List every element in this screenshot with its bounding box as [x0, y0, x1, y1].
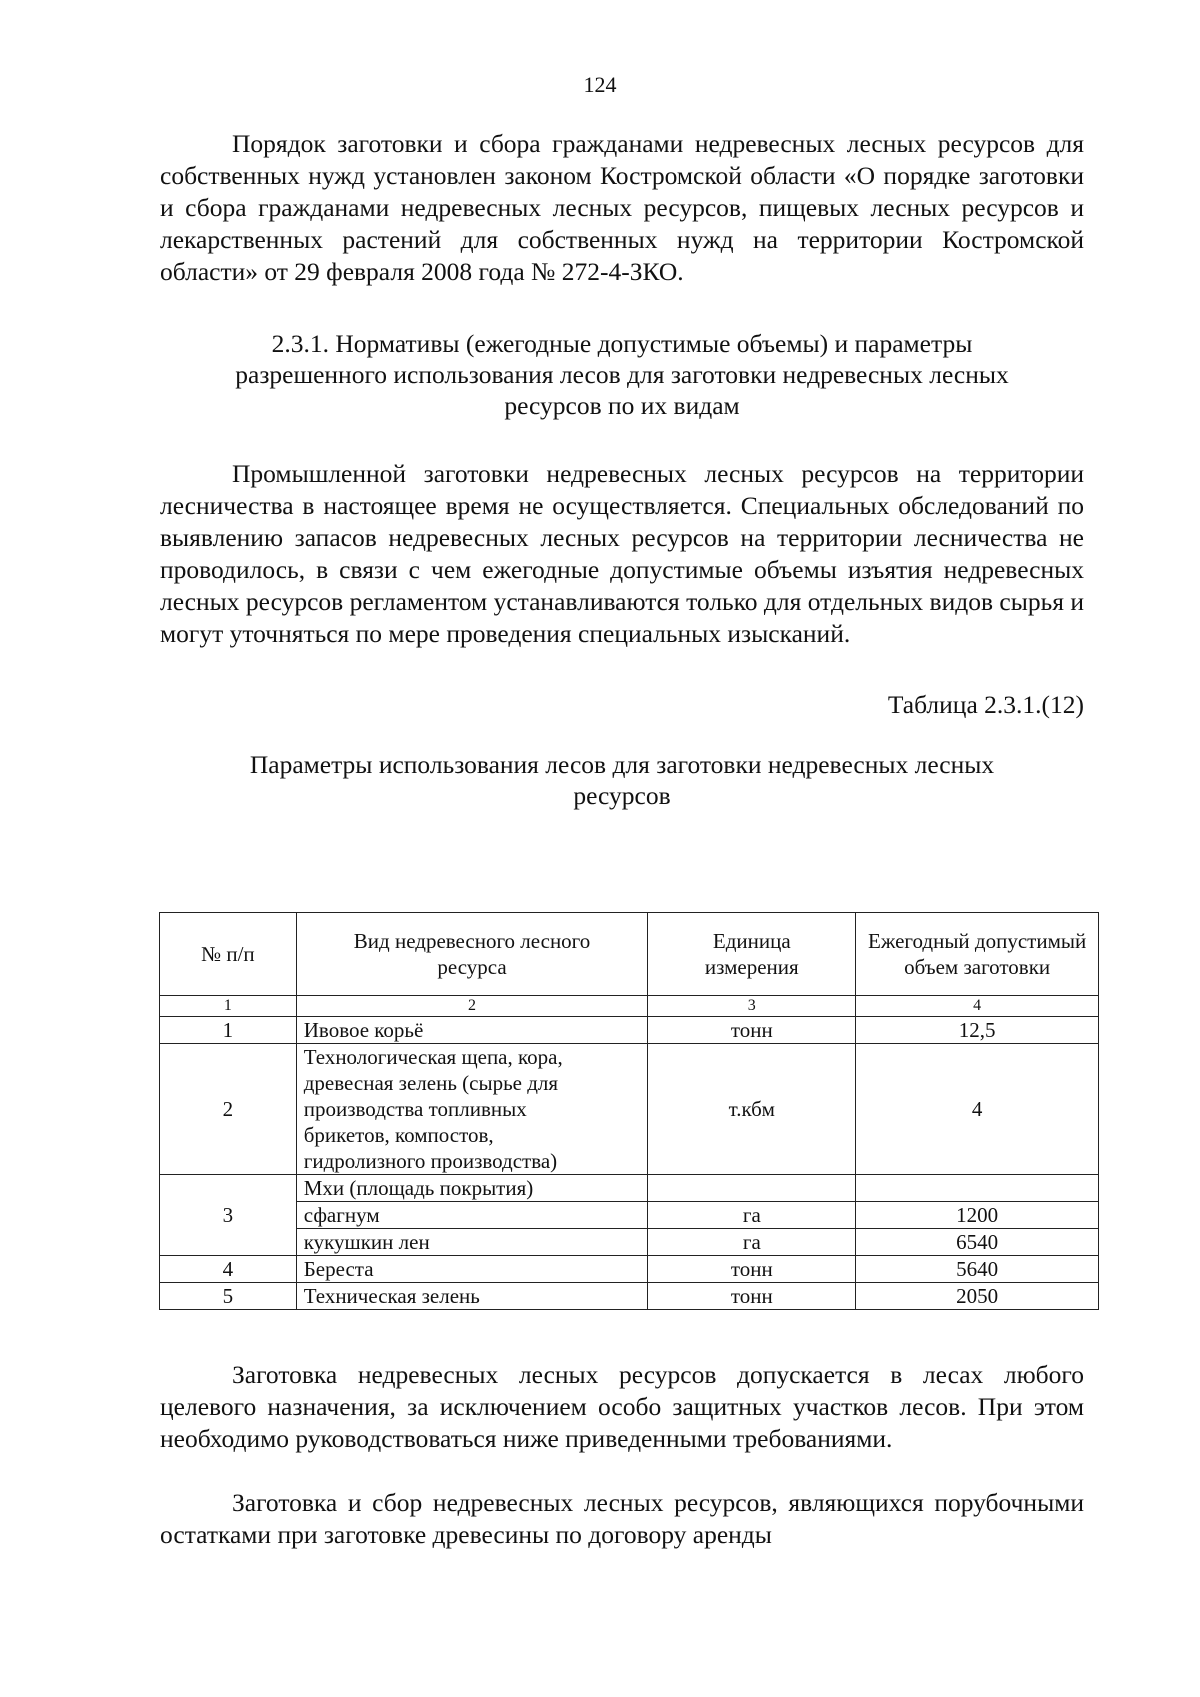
- row-resource: Ивовое корьё: [296, 1017, 648, 1044]
- page-number: 124: [583, 72, 617, 97]
- row-resource: Мхи (площадь покрытия): [296, 1175, 648, 1202]
- row-volume: 5640: [856, 1256, 1099, 1283]
- row-resource: Технологическая щепа, кора, древесная зелень (сырье для производства топливных брикетов, компостов, гидролизного производства): [296, 1044, 648, 1175]
- column-number-2: 2: [296, 996, 648, 1017]
- section-heading-line-2: разрешенного использования лесов для заготовки недревесных лесных: [235, 360, 1009, 389]
- row-unit: [648, 1175, 856, 1202]
- header-resource: Вид недревесного лесного ресурса: [296, 913, 648, 996]
- row-unit: тонн: [648, 1283, 856, 1310]
- table-title-line-2: ресурсов: [573, 781, 671, 810]
- row-volume: 2050: [856, 1283, 1099, 1310]
- column-number-3: 3: [648, 996, 856, 1017]
- row-unit: га: [648, 1202, 856, 1229]
- table-label: Таблица 2.3.1.(12): [887, 690, 1084, 719]
- row-number: 5: [160, 1283, 297, 1310]
- row-unit: тонн: [648, 1256, 856, 1283]
- column-numbers-row: [160, 996, 1099, 1017]
- table-row: [160, 1017, 1099, 1044]
- table-row: [160, 1283, 1099, 1310]
- row-resource: Береста: [296, 1256, 648, 1283]
- row-volume: 12,5: [856, 1017, 1099, 1044]
- section-heading-line-1: 2.3.1. Нормативы (ежегодные допустимые объемы) и параметры: [271, 329, 973, 358]
- table-title: [160, 749, 1084, 811]
- row-unit: т.кбм: [648, 1044, 856, 1175]
- paragraph-after-table-1: Заготовка недревесных лесных ресурсов допускается в лесах любого целевого назначения, за исключением особо защитных участков лесов. При этом необходимо руководствоваться ниже приведенными требованиями.: [160, 1360, 1084, 1453]
- resources-table: [159, 912, 1099, 1310]
- row-unit: тонн: [648, 1017, 856, 1044]
- header-volume: Ежегодный допустимый объем заготовки: [856, 913, 1099, 996]
- row-number: 2: [160, 1044, 297, 1175]
- row-volume: 4: [856, 1044, 1099, 1175]
- row-resource: Техническая зелень: [296, 1283, 648, 1310]
- intro-paragraph: Порядок заготовки и сбора гражданами недревесных лесных ресурсов для собственных нужд установлен законом Костромской области «О порядке заготовки и сбора гражданами недревесных лесных ресурсов, пищевых лесных ресурсов и лекарственных растений для собственных нужд на территории Костромской области» от 29 февраля 2008 года № 272-4-ЗКО.: [160, 129, 1084, 286]
- table-row: [160, 1229, 1099, 1256]
- row-unit: га: [648, 1229, 856, 1256]
- column-number-4: 4: [856, 996, 1099, 1017]
- row-volume: [856, 1175, 1099, 1202]
- table-title-line-1: Параметры использования лесов для заготовки недревесных лесных: [249, 750, 995, 779]
- section-heading: [160, 328, 1084, 421]
- section-heading-line-3: ресурсов по их видам: [504, 391, 740, 420]
- header-number: № п/п: [160, 913, 297, 996]
- row-volume: 6540: [856, 1229, 1099, 1256]
- table-row: [160, 1202, 1099, 1229]
- section-paragraph: Промышленной заготовки недревесных лесных ресурсов на территории лесничества в настоящее время не осуществляется. Специальных обследований по выявлению запасов недревесных лесных ресурсов на территории лесничества не проводилось, в связи с чем ежегодные допустимые объемы изъятия недревесных лесных ресурсов регламентом устанавливаются только для отдельных видов сырья и могут уточняться по мере проведения специальных изысканий.: [160, 459, 1084, 648]
- table-row: [160, 1256, 1099, 1283]
- table-row: [160, 1175, 1099, 1202]
- row-number: 1: [160, 1017, 297, 1044]
- row-resource: кукушкин лен: [296, 1229, 648, 1256]
- row-volume: 1200: [856, 1202, 1099, 1229]
- column-number-1: 1: [160, 996, 297, 1017]
- paragraph-after-table-2: Заготовка и сбор недревесных лесных ресурсов, являющихся порубочными остатками при заготовке древесины по договору аренды: [160, 1488, 1084, 1549]
- table-row: [160, 1044, 1099, 1175]
- header-unit: Единица измерения: [648, 913, 856, 996]
- table-header-row: [160, 913, 1099, 996]
- row-resource: сфагнум: [296, 1202, 648, 1229]
- row-number: 3: [160, 1175, 297, 1256]
- row-number: 4: [160, 1256, 297, 1283]
